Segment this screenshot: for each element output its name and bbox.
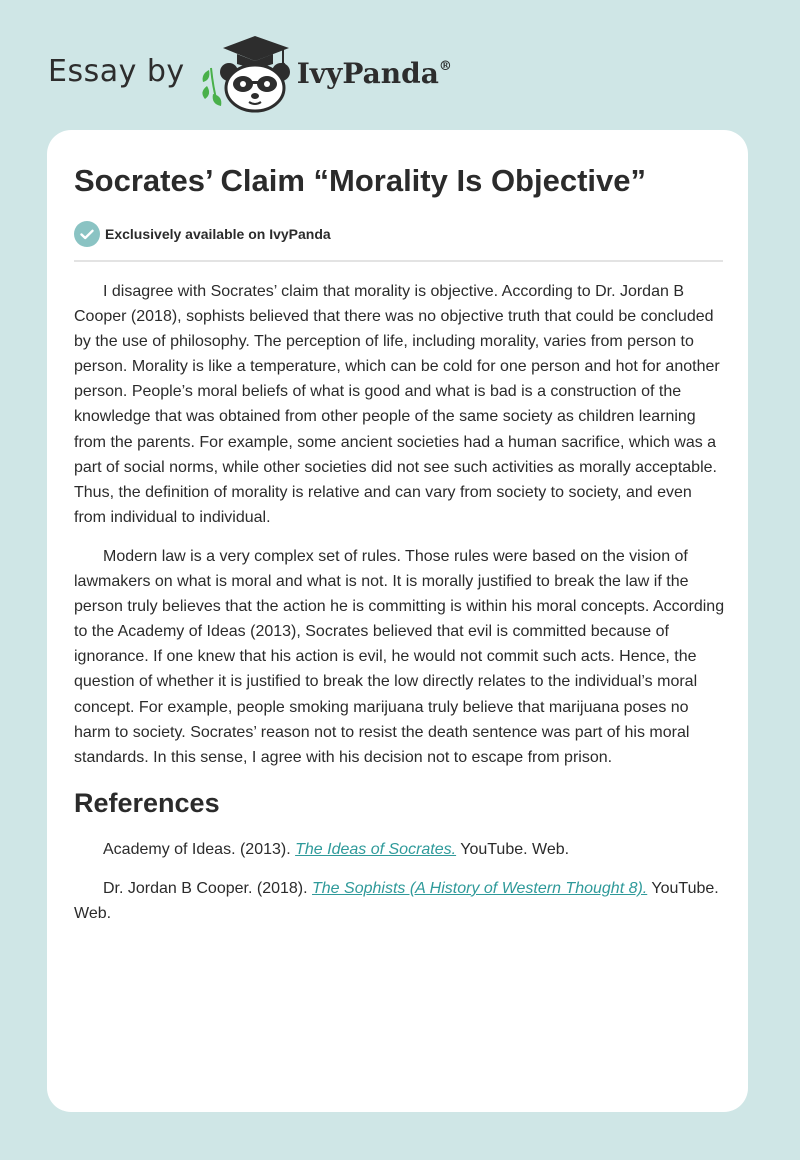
reference-text: Academy of Ideas. (2013). — [103, 840, 296, 858]
brand-name[interactable]: IvyPanda® — [296, 56, 452, 90]
references-heading: References — [74, 787, 220, 818]
reference-link[interactable]: The Ideas of Socrates. — [295, 840, 457, 858]
reference-link[interactable]: The Sophists (A History of Western Thought 8). — [312, 879, 648, 897]
essay-card — [47, 130, 748, 1112]
essay-body — [74, 279, 726, 940]
reference-source: YouTube. Web. — [456, 840, 570, 858]
exclusive-label: Exclusively available on IvyPanda — [105, 226, 331, 242]
check-icon — [74, 221, 100, 247]
divider — [74, 260, 723, 262]
essay-by-label: Essay by — [48, 53, 185, 89]
exclusive-badge — [74, 221, 331, 247]
reference-item — [74, 837, 726, 862]
paragraph: Modern law is a very complex set of rules. Those rules were based on the vision of lawmakers on what is moral and what is not. It is morally justified to break the law if the person truly believes that the action he is committing is within his moral concepts. According to the Academy of Ideas (2013), Socrates believed that evil is committed because of ignorance. If one knew that his action is evil, he would not commit such acts. Hence, the question of whether it is justified to break the low directly relates to the individual’s moral concept. For example, people smoking marijuana truly believe that marijuana poses no harm to society. Socrates’ reason not to resist the death sentence was part of his moral standards. In this sense, I agree with his decision not to escape from prison. — [74, 547, 725, 766]
page-title: Socrates’ Claim “Morality Is Objective” — [74, 163, 647, 198]
reference-source: YouTube. Web. — [74, 879, 719, 922]
panda-logo-icon[interactable] — [199, 34, 293, 114]
site-header — [48, 34, 452, 114]
reference-item — [74, 876, 726, 926]
paragraph: I disagree with Socrates’ claim that morality is objective. According to Dr. Jordan B Cooper (2018), sophists believed that there was no objective truth that could be concluded by the use of philosophy. The perception of life, including morality, varies from person to person. Morality is like a temperature, which can be cold for one person and hot for another person. People’s moral beliefs of what is good and what is bad is a construction of the knowledge that was obtained from other people of the same society as children learning from the parents. For example, some ancient societies had a human sacrifice, which was a part of social norms, while other societies did not see such activities as morally acceptable. Thus, the definition of morality is relative and can vary from society to society, and even from individual to individual. — [74, 283, 720, 526]
reference-text: Dr. Jordan B Cooper. (2018). — [103, 879, 312, 897]
registered-mark: ® — [438, 58, 452, 74]
